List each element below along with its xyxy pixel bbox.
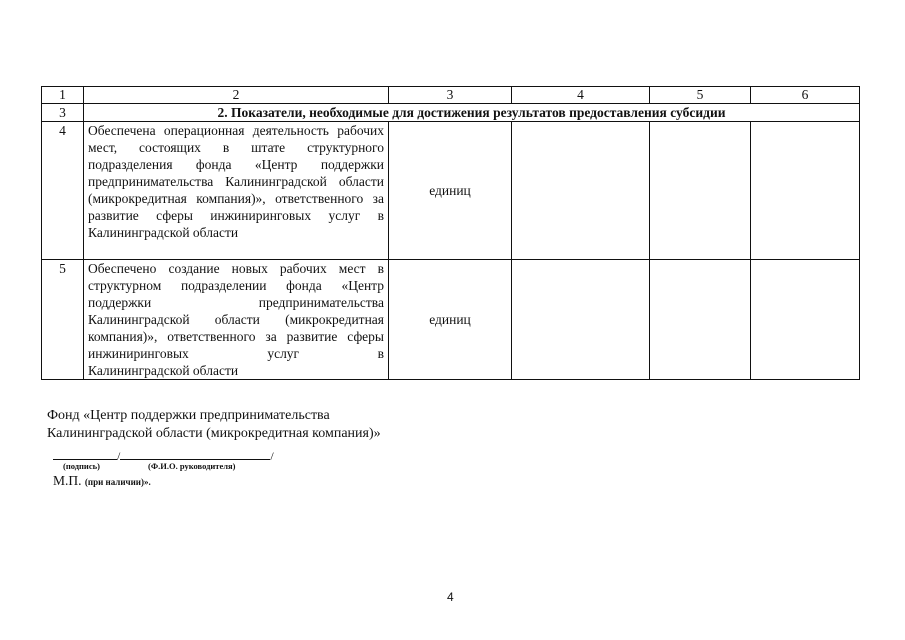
- row-description-text: Обеспечено создание новых рабочих мест в структурном подразделении фонда «Центр поддержки предпринимательства Калининградской области (микрокредитная компания)», ответственного за развитие сферы инжиниринговых услуг в: [88, 261, 384, 361]
- row-description: [84, 260, 389, 380]
- column-number-1: 1: [42, 87, 84, 104]
- row-value-col4: [512, 122, 650, 260]
- row-number: 5: [42, 260, 84, 380]
- fio-caption: (Ф.И.О. руководителя): [148, 461, 236, 471]
- row-description: [84, 122, 389, 260]
- row-value-col6: [751, 260, 860, 380]
- organization-name-line1: Фонд «Центр поддержки предпринимательства: [47, 408, 330, 423]
- row-number: 4: [42, 122, 84, 260]
- column-number-row: [42, 87, 860, 104]
- row-value-col5: [650, 122, 751, 260]
- stamp-label: М.П.: [53, 473, 82, 488]
- row-unit: единиц: [389, 260, 512, 380]
- column-number-3: 3: [389, 87, 512, 104]
- indicators-table: [41, 86, 860, 380]
- stamp-note: (при наличии)».: [84, 477, 151, 487]
- row-description-text: Обеспечена операционная деятельность рабочих мест, состоящих в штате структурного подразделения фонда «Центр поддержки предпринимательства Калининградской области (микрокредитная компания)», ответственного за развитие сферы инжиниринговых услуг в: [88, 123, 384, 223]
- page-number: 4: [447, 590, 454, 604]
- column-number-5: 5: [650, 87, 751, 104]
- organization-name: [47, 407, 381, 443]
- stamp-line: [53, 473, 151, 490]
- section-title: 2. Показатели, необходимые для достижения результатов предоставления субсидии: [84, 104, 860, 122]
- row-unit: единиц: [389, 122, 512, 260]
- organization-name-line2: Калининградской области (микрокредитная компания)»: [47, 426, 381, 441]
- signature-caption: (подпись): [63, 461, 100, 471]
- column-number-6: 6: [751, 87, 860, 104]
- section-row: [42, 104, 860, 122]
- column-number-2: 2: [84, 87, 389, 104]
- column-number-4: 4: [512, 87, 650, 104]
- signature-blank: [53, 449, 117, 460]
- row-value-col5: [650, 260, 751, 380]
- row-description-last-line: Калининградской области: [88, 363, 239, 378]
- table-row: [42, 122, 860, 260]
- signature-separator: /: [117, 449, 121, 463]
- row-value-col4: [512, 260, 650, 380]
- row-description-last-line: Калининградской области: [88, 225, 239, 240]
- section-number: 3: [42, 104, 84, 122]
- row-value-col6: [751, 122, 860, 260]
- table-row: [42, 260, 860, 380]
- fio-blank: [120, 449, 270, 460]
- fio-separator: /: [270, 449, 274, 463]
